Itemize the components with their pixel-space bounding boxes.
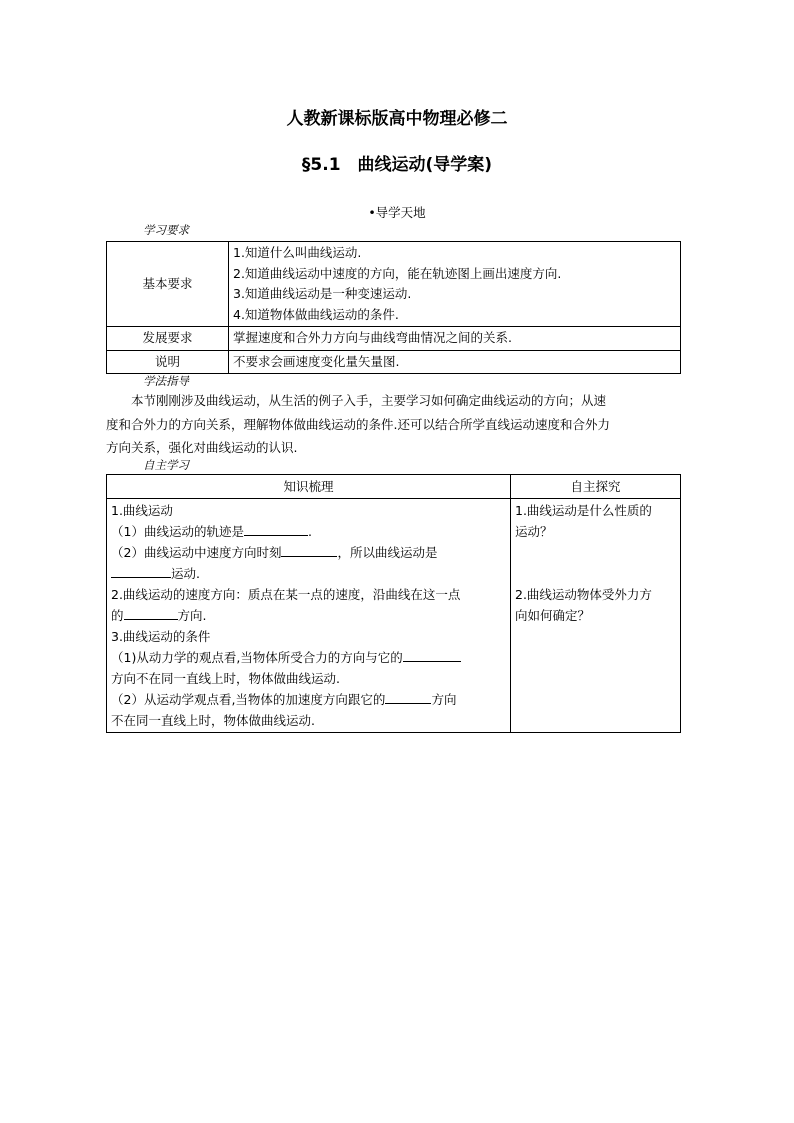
- text-line: 1.曲线运动: [111, 503, 173, 518]
- list-item: 1.知道什么叫曲线运动.: [233, 245, 362, 260]
- requirements-heading: 学习要求: [143, 223, 189, 237]
- answer-blank: [244, 521, 308, 536]
- table-header-row: [107, 475, 681, 499]
- text-segment: 方向: [431, 692, 457, 707]
- text-line: 不在同一直线上时，物体做曲线运动.: [111, 713, 315, 728]
- self-study-table: [106, 474, 681, 733]
- text-segment: .: [307, 524, 312, 539]
- knowledge-column-header: 知识梳理: [107, 475, 511, 499]
- note-content: 不要求会画速度变化量矢量图.: [229, 350, 681, 374]
- question-line: 2.曲线运动物体受外力方: [515, 587, 652, 602]
- paragraph-line: 本节刚刚涉及曲线运动，从生活的例子入手，主要学习如何确定曲线运动的方向；从速: [131, 393, 607, 408]
- lesson-title: §5.1 曲线运动(导学案): [301, 155, 493, 175]
- document-title: 人教新课标版高中物理必修二: [286, 109, 508, 129]
- basic-requirements-content: [229, 242, 681, 327]
- section-heading: •导学天地: [368, 205, 426, 220]
- question-line: 运动？: [515, 524, 553, 539]
- question-line: 1.曲线运动是什么性质的: [515, 503, 652, 518]
- text-line: 2.曲线运动的速度方向：质点在某一点的速度，沿曲线在这一点: [111, 587, 461, 602]
- text-segment: （1)从动力学的观点看,当物体所受合力的方向与它的: [111, 650, 403, 665]
- text-segment: （1）曲线运动的轨迹是: [111, 524, 244, 539]
- table-row: [107, 242, 681, 327]
- text-segment: ，所以曲线运动是: [337, 545, 438, 560]
- answer-blank: [124, 605, 178, 620]
- list-item: 2.知道曲线运动中速度的方向，能在轨迹图上画出速度方向.: [233, 265, 562, 281]
- text-line: [111, 521, 506, 542]
- knowledge-content: [107, 499, 511, 733]
- note-label: 说明: [107, 350, 229, 374]
- text-line: [111, 542, 506, 563]
- answer-blank: [385, 689, 431, 704]
- text-segment: （2）从运动学观点看,当物体的加速度方向跟它的: [111, 692, 386, 707]
- text-segment: 的: [111, 608, 124, 623]
- spacer: [515, 563, 676, 584]
- requirements-table: [106, 241, 681, 374]
- advanced-requirements-content: 掌握速度和合外力方向与曲线弯曲情况之间的关系.: [229, 327, 681, 351]
- method-heading: 学法指导: [143, 374, 189, 388]
- inquiry-content: [511, 499, 681, 733]
- answer-blank: [111, 563, 171, 578]
- text-line: [111, 605, 506, 626]
- table-row: [107, 499, 681, 733]
- text-segment: （2）曲线运动中速度方向时刻: [111, 545, 282, 560]
- answer-blank: [403, 647, 461, 662]
- inquiry-column-header: 自主探究: [511, 475, 681, 499]
- method-paragraph: [106, 389, 681, 460]
- text-line: [111, 563, 506, 584]
- basic-requirements-label: 基本要求: [107, 242, 229, 327]
- table-row: [107, 350, 681, 374]
- spacer: [515, 542, 676, 563]
- text-line: 方向不在同一直线上时，物体做曲线运动.: [111, 671, 340, 686]
- question-line: 向如何确定？: [515, 608, 591, 623]
- text-segment: 运动.: [171, 566, 200, 581]
- text-segment: 方向.: [177, 608, 207, 623]
- list-item: 4.知道物体做曲线运动的条件.: [233, 306, 399, 322]
- self-study-heading: 自主学习: [143, 458, 189, 472]
- table-row: [107, 327, 681, 351]
- paragraph-line: 度和合外力的方向关系，理解物体做曲线运动的条件.还可以结合所学直线运动速度和合外力: [106, 416, 610, 432]
- text-line: [111, 647, 506, 668]
- text-line: [111, 689, 506, 710]
- list-item: 3.知道曲线运动是一种变速运动.: [233, 286, 412, 301]
- advanced-requirements-label: 发展要求: [107, 327, 229, 351]
- answer-blank: [281, 542, 337, 557]
- paragraph-line: 方向关系，强化对曲线运动的认识.: [106, 440, 298, 455]
- text-line: 3.曲线运动的条件: [111, 629, 211, 644]
